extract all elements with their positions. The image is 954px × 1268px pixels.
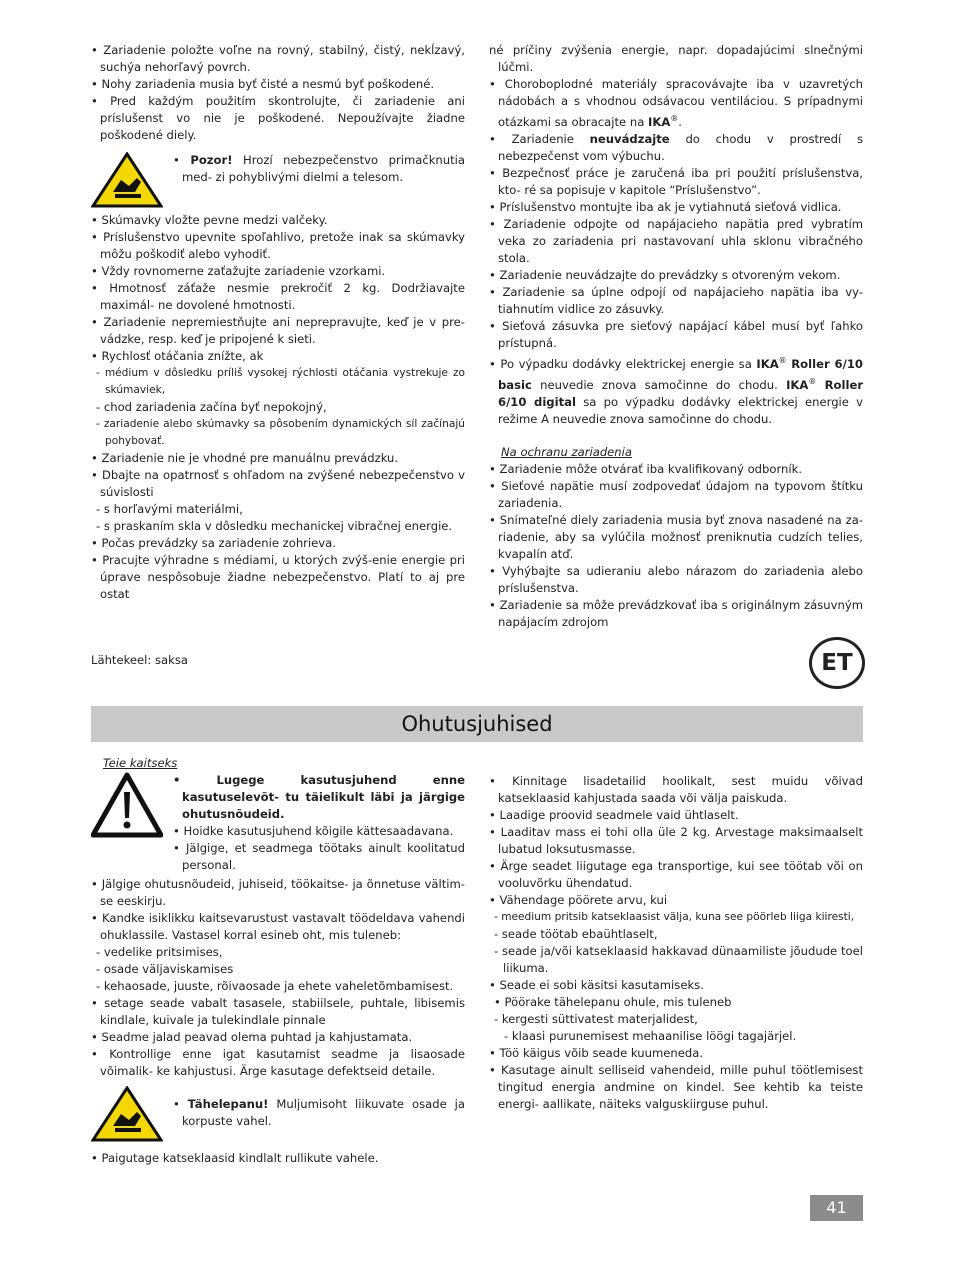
page-title: Ohutusjuhised: [401, 712, 553, 736]
list-item: • Zariadenie odpojte od napájacieho napätia pred vybratím veka zo zariadenia pri nastavovaní uhla sklonu vibračného stola.: [489, 216, 863, 265]
list-item: • Po výpadku dodávky elektrickej energie sa IKA® Roller 6/10 basic neuvedie znova samočinne do chodu. IKA® Roller 6/10 digital sa po výpadku dodávky elektrickej energie v režime A neuvedie znova samočinne do chodu.: [489, 355, 864, 426]
list-item: • Dbajte na opatrnosť s ohľadom na zvýšené nebezpečenstvo v súvislosti: [91, 468, 465, 499]
list-item: • Kandke isiklikku kaitsevarustust vastavalt töödeldava vahendi ohuklassile. Vastasel korral esineb oht, mis tuleneb:: [91, 911, 465, 942]
source-language-note: Lähtekeel: saksa: [91, 653, 188, 667]
list-item: • Zariadenie nie je vhodné pre manuálnu prevádzku.: [91, 451, 399, 465]
brand-ika: IKA: [648, 114, 671, 129]
hand-crush-warning-icon: [91, 152, 163, 208]
sk-left-column: [91, 42, 465, 603]
warning-text: Muljumisoht liikuvate osade ja korpuste vahel.: [182, 1097, 465, 1128]
list-item: • Zariadenie položte voľne na rovný, stabilný, čistý, nekĺzavý, suchýa nehorľavý povrch.: [91, 43, 465, 74]
list-item: • Seadme jalad peavad olema puhtad ja kahjustamata.: [91, 1030, 413, 1044]
list-item: • Laaditav mass ei tohi olla üle 2 kg. Arvestage maksimaalselt lubatud loksutusmasse.: [489, 825, 863, 856]
list-item: • Seade ei sobi käsitsi kasutamiseks.: [489, 978, 704, 992]
hand-crush-warning-icon: [91, 1086, 163, 1142]
list-item: • Paigutage katseklaasid kindlalt rullikute vahele.: [91, 1151, 379, 1165]
sub-list-item: - meedium pritsib katseklaasist välja, kuna see pöörleb liiga kiiresti,: [494, 911, 855, 923]
list-item: • Skúmavky vložte pevne medzi valčeky.: [91, 213, 328, 227]
list-item: • Zariadenie neuvádzajte do prevádzky s otvoreným vekom.: [489, 267, 841, 282]
list-item: • Nohy zariadenia musia byť čisté a nesmú byť poškodené.: [91, 77, 435, 91]
list-item: • Ärge seadet liigutage ega transportige, kui see töötab või on vooluvõrku ühendatud.: [489, 859, 863, 890]
section-heading: Teie kaitseks: [103, 756, 178, 770]
sub-list-item: • Pöörake tähelepanu ohule, mis tuleneb: [494, 995, 732, 1009]
list-item: • Rychlosť otáčania znížte, ak: [91, 349, 264, 363]
list-item: • Zariadenie nepremiestňujte ani neprepravujte, keď je v pre- vádzke, resp. keď je pripojené k sieti.: [91, 315, 465, 346]
list-item: • Vähendage pöörete arvu, kui: [489, 893, 668, 907]
list-item: • Lugege kasutusjuhend enne kasutuselevõt- tu täielikult läbi ja järgige ohutusnõudeid.: [173, 773, 465, 821]
section-heading: Na ochranu zariadenia: [501, 444, 632, 459]
sub-list-item: - seade ja/või katseklaasid hakkavad dünaamiliste jõudude toel liikuma.: [494, 944, 863, 975]
sub-list-item: - vedelike pritsimises,: [96, 945, 223, 959]
list-item: • Kinnitage lisadetailid hoolikalt, sest muidu võivad katseklaasid kahjustada saada või välja paiskuda.: [489, 774, 863, 805]
list-item: • Hmotnosť záťaže nesmie prekročiť 2 kg. Dodržiavajte maximál- ne dovolené hmotnosti.: [91, 281, 465, 312]
exclamation-warning-icon: [91, 772, 163, 838]
list-item: • Laadige proovid seadmele vaid ühtlaselt.: [489, 808, 739, 822]
sub-list-item: - osade väljaviskamises: [96, 962, 234, 976]
list-item: • Príslušenstvo upevnite spoľahlivo, pretože inak sa skúmavky môžu poškodiť alebo vyhodiť.: [91, 230, 465, 261]
sub-list-item: - seade töötab ebaühtlaselt,: [494, 927, 658, 941]
list-item: • Bezpečnosť práce je zaručená iba pri použití príslušenstva, kto- ré sa popisuje v kapitole “Príslušenstvo”.: [489, 165, 863, 197]
list-item: • Töö käigus võib seade kuumeneda.: [489, 1046, 704, 1060]
list-item: • Snímateľné diely zariadenia musia byť znova nasadené na za- riadenie, aby sa vylúčila možnosť preniknutia cudzích telies, kvapalín atď.: [489, 512, 863, 561]
list-item: • Zariadenie sa môže prevádzkovať iba s originálnym zásuvným napájacím zdrojom: [489, 597, 863, 629]
list-item: • Pred každým použitím skontrolujte, či zariadenie ani príslušenst vo nie je poškodené. Nepoužívajte žiadne poškodené diely.: [91, 94, 465, 142]
list-item: • Kontrollige enne igat kasutamist seadme ja lisaosade võimalik- ke kahjustusi. Ärge kasutage defektseid detaile.: [91, 1047, 465, 1078]
list-item: • Jälgige, et seadmega töötaks ainult koolitatud personal.: [173, 841, 465, 872]
warning-label: Tähelepanu!: [187, 1097, 269, 1111]
list-item: • Počas prevádzky sa zariadenie zohrieva.: [91, 536, 336, 550]
sub-list-item: - zariadenie alebo skúmavky sa pôsobením dynamických síl začínajú pohybovať.: [96, 418, 465, 447]
list-item: • Vždy rovnomerne zaťažujte zariadenie vzorkami.: [91, 264, 386, 278]
sub-list-item: - s horľavými materiálmi,: [96, 502, 243, 516]
list-item: • Zariadenie sa úplne odpojí od napájacieho napätia iba vy- tiahnutím vidlice zo zásuvky.: [489, 284, 863, 316]
warning-text: Hrozí nebezpečenstvo primačknutia med- zi pohyblivými dielmi a telesom.: [182, 153, 465, 184]
list-item: • Jälgige ohutusnõudeid, juhiseid, töökaitse- ja õnnetuse vältim- se eeskirju.: [91, 877, 465, 908]
warning-label: Pozor!: [190, 153, 233, 167]
sub-list-item: - s praskaním skla v dôsledku mechanickej vibračnej energie.: [96, 519, 453, 533]
crush-warning-block: • Pozor! Hrozí nebezpečenstvo primačknutia med- zi pohyblivými dielmi a telesom.: [91, 152, 465, 208]
list-item: • Vyhýbajte sa udieraniu alebo nárazom do zariadenia alebo príslušenstva.: [489, 563, 863, 595]
title-bar: [91, 706, 863, 742]
sk-right-column: [489, 42, 863, 631]
list-item-continuation: né príčiny zvýšenia energie, napr. dopadajúcimi slnečnými lúčmi.: [489, 43, 863, 74]
list-item: • Sieťová zásuvka pre sieťový napájací kábel musí byť ľahko prístupná.: [489, 318, 863, 350]
list-item: • Choroboplodné materiály spracovávajte iba v uzavretých nádobách a s vhodnou odsávacou ventiláciou. S prípadnymi otázkami sa obracajte na IKA®.: [489, 77, 863, 129]
sub-list-item: - klaasi purunemisest mehaanilise löögi tagajärjel.: [504, 1029, 797, 1043]
et-right-column: [489, 773, 863, 1113]
list-item: • Príslušenstvo montujte iba ak je vytiahnutá sieťová vidlica.: [489, 199, 842, 214]
list-item: • Zariadenie neuvádzajte do chodu v prostredí s nebezpečenst vom výbuchu.: [489, 131, 864, 163]
list-item: • Kasutage ainult selliseid vahendeid, mille puhul töötlemisest tingitud energia andmine on kindel. See kehtib ka teiste energi- aallikate, näiteks valguskiirguse puhul.: [489, 1063, 863, 1111]
sub-list-item: - kehaosade, juuste, rõivaosade ja ehete vaheletõmbamisest.: [96, 979, 454, 993]
list-item: • Pracujte výhradne s médiami, u ktorých zvýš-enie energie pri úprave nespôsobuje žiadne nebezpečenstvo. Platí to aj pre ostat: [91, 553, 465, 601]
list-item: • setage seade vabalt tasasele, stabiilsele, puhtale, libisemis kindlale, kuivale ja tulekindlale pinnale: [91, 996, 465, 1027]
sub-list-item: - chod zariadenia začína byť nepokojný,: [96, 400, 327, 414]
list-item: • Sieťové napätie musí zodpovedať údajom na typovom štítku zariadenia.: [489, 478, 863, 510]
general-warning-block: [91, 772, 465, 874]
list-item: • Zariadenie môže otvárať iba kvalifikovaný odborník.: [489, 461, 803, 476]
et-left-column: [91, 755, 465, 1167]
sub-list-item: - kergesti süttivatest materjalidest,: [494, 1012, 698, 1026]
page-number: 41: [810, 1195, 863, 1221]
language-badge: ET: [809, 637, 865, 689]
crush-warning-block: • Tähelepanu! Muljumisoht liikuvate osade ja korpuste vahel.: [91, 1086, 465, 1142]
sub-list-item: - médium v dôsledku príliš vysokej rýchlosti otáčania vystrekuje zo skúmaviek,: [96, 367, 465, 396]
list-item: • Hoidke kasutusjuhend kõigile kättesaadavana.: [173, 824, 454, 838]
